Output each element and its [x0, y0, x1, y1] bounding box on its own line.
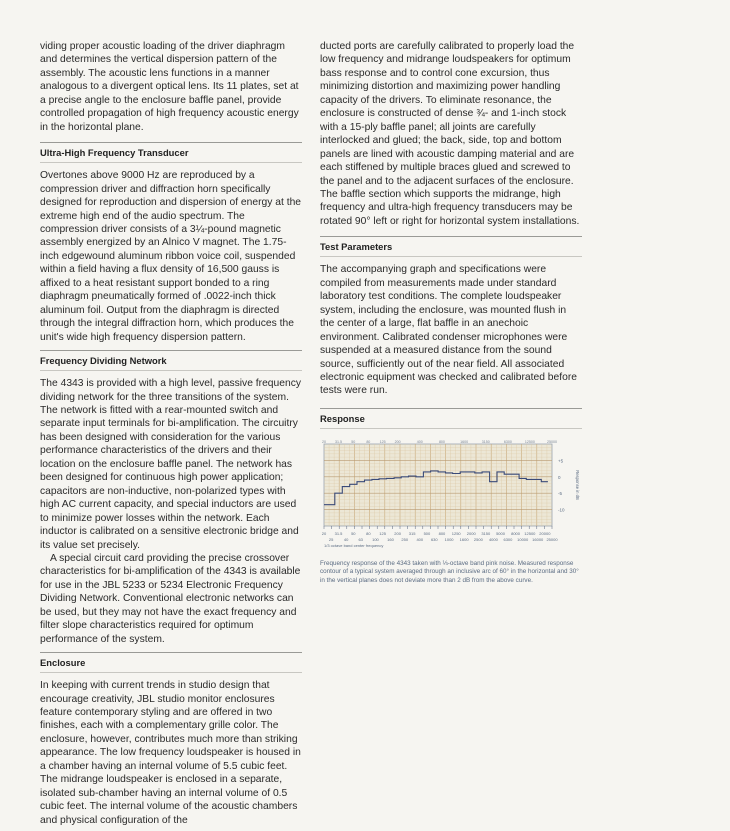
x-top-tick-label: 20 — [322, 440, 326, 444]
x-tick-label: 2500 — [473, 537, 483, 542]
x-top-tick-label: 3150 — [481, 440, 490, 444]
x-tick-label: 6300 — [503, 537, 513, 542]
x-top-tick-label: 25000 — [547, 440, 557, 444]
section-subrule — [320, 428, 582, 429]
response-chart-svg — [320, 438, 582, 558]
section-heading-block — [320, 408, 582, 429]
x-tick-label: 31.5 — [334, 531, 343, 536]
x-tick-label: 315 — [408, 531, 416, 536]
x-top-tick-label: 800 — [438, 440, 445, 444]
intro-paragraph-left: viding proper acoustic loading of the driver diaphragm and determines the vertical dispersion pattern of the assembly. The acoustic lens functions in a manner analogous to a divergent optical lens. Its 11 plates, set at a precise angle to the enclosure baffle panel, provide controlled propagation of high frequency acoustic energy in the horizontal plane. — [40, 41, 299, 133]
body-paragraph: Overtones above 9000 Hz are reproduced by a compression driver and diffraction horn specifically designed for reproduction and dispersion of energy at the extreme high end of the audio spectrum. The compression driver consists of a 3¼-pound magnetic assembly energized by an Alnico V magnet. The 1.75-inch edgewound aluminum ribbon voice coil, suspended within a field having a flux density of 16,500 gauss is affixed to a heat resistant support bonded to a ring diaphragm pneumatically formed of .0022-inch thick aluminum foil. Output from the diaphragm is directed through the integral diffraction horn, which produces the unit's wide high frequency dispersion pattern. — [40, 170, 302, 343]
x-tick-label: 500 — [423, 531, 431, 536]
x-top-tick-label: 12500 — [524, 440, 535, 444]
x-tick-label: 3150 — [481, 531, 491, 536]
x-tick-label: 10000 — [517, 537, 529, 542]
x-top-tick-label: 125 — [379, 440, 386, 444]
section-subrule — [320, 256, 582, 257]
x-top-tick-label: 200 — [394, 440, 401, 444]
section-subrule — [40, 162, 302, 163]
x-top-tick-label: 400 — [416, 440, 423, 444]
x-tick-label: 630 — [430, 537, 438, 542]
x-tick-label: 25 — [328, 537, 334, 542]
body-paragraph: The accompanying graph and specifications were compiled from measurements made under standard laboratory test conditions. The complete loudspeaker system, including the enclosure, was mounted flush in the center of a large, flat baffle in an anechoic environment. Calibrated condenser microphones were suspended at a measured distance from the sound source, sufficiently out of the near field. All associated electronic equipment was checked and calibrated before tests were run. — [320, 264, 578, 397]
y-tick-label: 0 — [558, 474, 561, 480]
x-tick-label: 200 — [394, 531, 401, 536]
x-tick-label: 1600 — [459, 537, 469, 542]
x-tick-label: 125 — [379, 531, 386, 536]
x-tick-label: 160 — [387, 537, 394, 542]
section-heading: Response — [320, 412, 365, 424]
body-paragraph: In keeping with current trends in studio design that encourage creativity, JBL studio monitor enclosures feature contemporary styling and are offered in two finishes, each with a complementary grille color. The enclosure, however, contributes much more than striking appearance. The low frequency loudspeaker is housed in a chamber having an internal volume of 5.5 cubic feet. The midrange loudspeaker is enclosed in a separate, isolated sub-chamber having an internal volume of 0.5 cubic feet. The internal volume of the acoustic chambers and physical configuration of the — [40, 680, 301, 826]
section-heading-block — [40, 652, 302, 673]
x-axis-label: 1/3 octave band center frequency — [324, 543, 384, 548]
section-subrule — [40, 672, 302, 673]
x-tick-label: 20000 — [539, 531, 551, 536]
y-tick-label: -10 — [558, 507, 565, 513]
section-heading: Ultra-High Frequency Transducer — [40, 147, 189, 159]
y-tick-label: -5 — [558, 491, 563, 497]
x-tick-label: 80 — [366, 531, 371, 536]
chart-plot-area — [324, 444, 552, 526]
x-tick-label: 2000 — [466, 531, 476, 536]
x-tick-label: 1250 — [451, 531, 461, 536]
x-top-tick-label: 6300 — [503, 440, 512, 444]
x-tick-label: 40 — [343, 537, 349, 542]
x-tick-label: 63 — [358, 537, 363, 542]
x-top-tick-label: 31.5 — [335, 440, 343, 444]
x-tick-label: 250 — [401, 537, 409, 542]
body-paragraph: A special circuit card providing the precise crossover characteristics for bi-amplification of the 4343 is available for use in the JBL 5233 or 5234 Electronic Frequency Dividing Network. Conventional electronic networks can be used, but they may not have the exact frequency and filter slope characteristics required for optimum performance of the system. — [40, 552, 301, 645]
section-subrule — [40, 370, 302, 371]
x-tick-label: 50 — [351, 531, 356, 536]
x-tick-label: 8000 — [511, 531, 521, 536]
section-heading-block — [40, 350, 302, 371]
x-top-tick-label: 1600 — [460, 440, 469, 444]
section-heading: Test Parameters — [320, 241, 393, 253]
x-top-tick-label: 50 — [351, 440, 356, 444]
x-tick-label: 25000 — [546, 537, 558, 542]
x-top-tick-label: 80 — [366, 440, 371, 444]
x-tick-label: 12500 — [524, 531, 536, 536]
x-tick-label: 5000 — [496, 531, 505, 536]
section-heading: Frequency Dividing Network — [40, 355, 167, 367]
left-column — [40, 0, 302, 827]
y-axis-label: Response in dB — [575, 470, 580, 500]
section-heading-block — [40, 142, 302, 163]
x-tick-label: 20 — [321, 531, 327, 536]
body-paragraph: The 4343 is provided with a high level, passive frequency dividing network for the three transitions of the system. The network is fitted with a rear-mounted switch and separate input terminals for bi-amplification. The circuitry has been designed with consideration for the various performance characteristics of the drivers and their location on the enclosure baffle panel. The network has been designed for continuous high power application; capacitors are non-inductive, non-polarized types with high AC current capacity, and special inductors are used to minimize power losses within the network. Each inductor is calibrated on a sensitive electronic bridge and its value set precisely. — [40, 378, 302, 551]
section-heading-block — [320, 236, 582, 257]
x-tick-label: 1000 — [444, 537, 454, 542]
y-tick-label: +5 — [558, 458, 564, 464]
x-tick-label: 800 — [438, 531, 446, 536]
x-tick-label: 400 — [416, 537, 424, 542]
right-column — [320, 0, 582, 435]
intro-paragraph-right: ducted ports are carefully calibrated to properly load the low frequency and midrange loudspeakers for optimum bass response and to control cone excursion, thus minimizing distortion and maximizing power handling capacity of the drivers. To eliminate resonance, the enclosure is constructed of dense ¾- and 1-inch stock with a 15-ply baffle panel; all joints are carefully interlocked and glued; the back, side, top and bottom panels are lined with acoustic damping material and are each stiffened by multiple braces glued and screwed to the panel and to the adjacent surfaces of the enclosure. The baffle section which supports the midrange, high frequency and ultra-high frequency transducers may be rotated 90° left or right for horizontal system installations. — [320, 41, 580, 227]
x-tick-label: 100 — [372, 537, 379, 542]
section-heading: Enclosure — [40, 657, 86, 669]
chart-caption: Frequency response of the 4343 taken with ⅓-octave band pink noise. Measured response contour of a typical system averaged through an inclusive arc of 60° in the horizontal and 30° in the vertical planes does not deviate more than 2 dB from the above curve. — [320, 560, 579, 584]
response-chart — [320, 438, 582, 558]
x-tick-label: 4000 — [488, 537, 498, 542]
x-tick-label: 16000 — [532, 537, 544, 542]
